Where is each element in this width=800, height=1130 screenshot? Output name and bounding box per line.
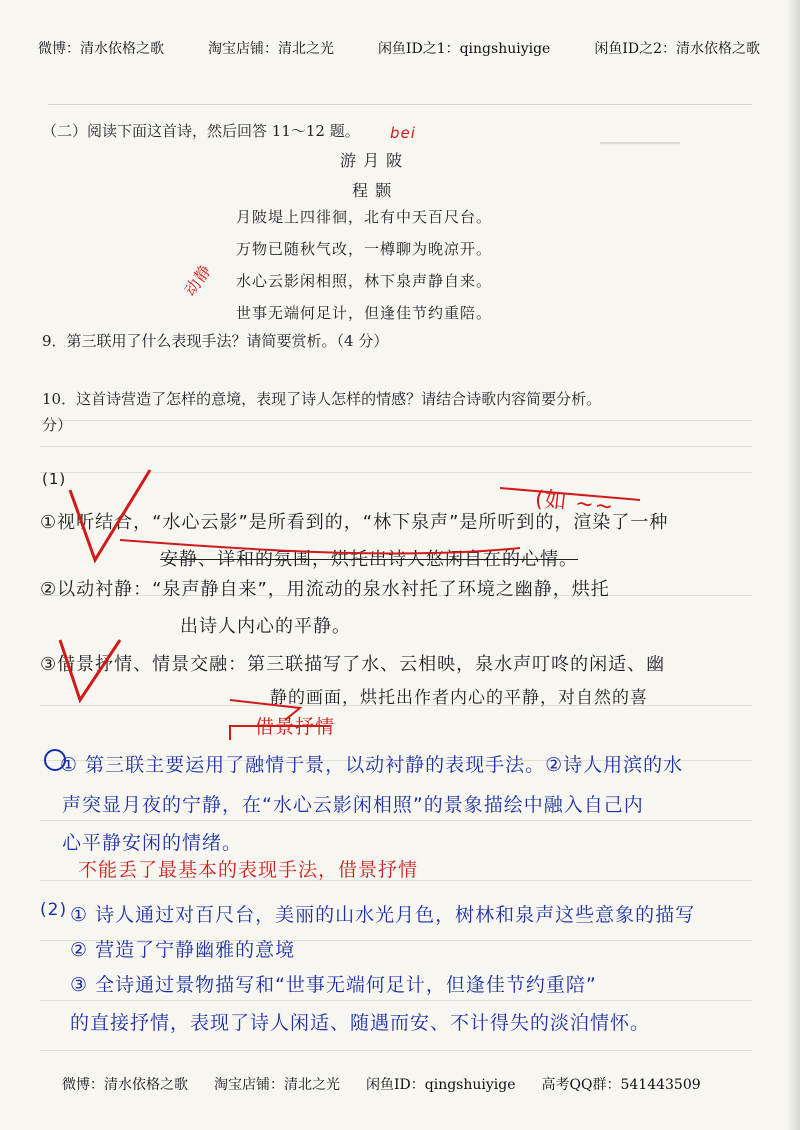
header-xianyu-1: 闲鱼ID之1：qingshuiyige [377,41,551,57]
answer-b-1-cont2: 心平静安闲的情绪。 [62,832,243,854]
answer-point-1: ①视听结合，“水心云影”是所看到的，“林下泉声”是所听到的，渲染了一种 [40,512,669,533]
header-weibo: 微博：清水依格之歌 [38,41,164,57]
poem-line-3: 水心云影闲相照，林下泉声静自来。 [236,272,493,290]
answer-point-2: ②以动衬静：“泉声静自来”，用流动的泉水衬托了环境之幽静，烘托 [40,579,610,600]
header-taobao: 淘宝店铺：清北之光 [207,41,334,57]
red-bracket [230,726,330,740]
footer-xianyu: 闲鱼ID：qingshuiyige [366,1077,516,1093]
red-mark-top: (如 ~~ [533,486,616,521]
footer-qq: 高考QQ群：541443509 [541,1077,701,1093]
red-arrow [230,700,300,720]
footer-weibo: 微博：清水依格之歌 [62,1077,188,1093]
answer-point-1-cont: 安静、详和的氛围，烘托出诗人悠闲自在的心情。 [160,549,578,570]
answer-point-3: ③借景抒情、情景交融：第三联描写了水、云相映，泉水声叮咚的闲适、幽 [40,654,666,675]
answer-point-2-cont: 出诗人内心的平静。 [180,616,351,637]
answer-b-1-cont: 声突显月夜的宁静，在“水心云影闲相照”的景象描绘中融入自己内 [62,794,644,816]
footer-taobao: 淘宝店铺：清北之光 [214,1077,340,1093]
page-fold-shadow [786,0,800,1130]
pinyin-note: bei [390,124,416,142]
answer-label-2: (2) [40,900,68,920]
poem-line-1: 月陂堤上四徘徊，北有中天百尺台。 [236,208,493,226]
question-10: 10．这首诗营造了怎样的意境，表现了诗人怎样的情感？请结合诗歌内容简要分析。 [42,390,602,408]
answer-c-1: ① 诗人通过对百尺台，美丽的山水光月色，树林和泉声这些意象的描写 [70,904,696,926]
answer-label-1: (1) [42,470,67,488]
poem-line-4: 世事无端何足计，但逢佳节约重陪。 [236,304,493,322]
answer-point-3-cont: 静的画面，烘托出作者内心的平静，对自然的喜 [270,688,648,708]
poem-line-2: 万物已随秋气改，一樽聊为晚凉开。 [236,240,493,258]
red-check-2 [60,640,120,700]
page-footer [0,1074,800,1094]
red-label: 借景抒情 [255,716,336,738]
answer-c-2: ② 营造了宁静幽雅的意境 [70,939,296,961]
answer-c-3-cont: 的直接抒情，表现了诗人闲适、随遇而安、不计得失的淡泊情怀。 [70,1012,651,1034]
answer-b-1: ① 第三联主要运用了融情于景，以动衬静的表现手法。②诗人用滨的水 [60,754,684,776]
answer-c-3: ③ 全诗通过景物描写和“世事无端何足计，但逢佳节约重陪” [70,974,597,996]
blue-circle-mark [45,750,65,770]
red-comment: 不能丢了最基本的表现手法，借景抒情 [78,859,419,881]
bleed-through: ▁▁▁▁▁▁▁▁ [600,130,680,145]
question-9: 9．第三联用了什么表现手法？请简要赏析。（4 分） [42,332,389,350]
red-underline-1 [120,540,520,553]
red-strike-segment [500,488,640,500]
section-intro: （二）阅读下面这首诗，然后回答 11～12 题。 [42,122,360,140]
red-check-1 [70,470,150,560]
header-xianyu-2: 闲鱼ID之2：清水依格之歌 [594,41,760,57]
poem-author: 程 颢 [352,181,393,200]
question-10-cont: 分） [42,416,73,434]
poem-title: 游 月 陂 [340,151,404,170]
margin-note: 动静 [180,260,216,300]
